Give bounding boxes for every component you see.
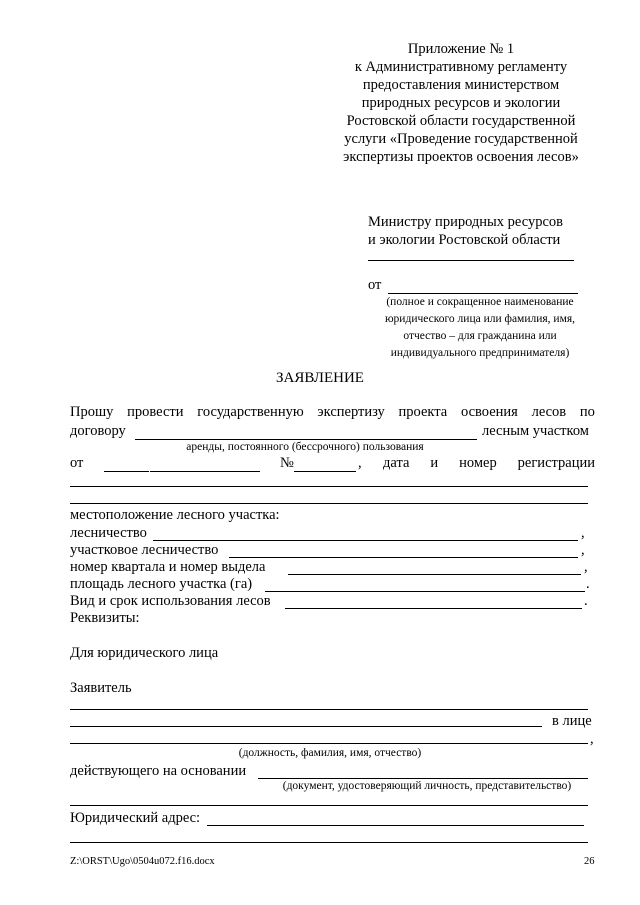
contract-tail: лесным участком [482, 423, 589, 439]
district-forestry-line[interactable] [229, 557, 578, 558]
from-label: от [368, 277, 382, 293]
acting-on-label: действующего на основании [70, 763, 247, 779]
district-forestry-label: участковое лесничество [70, 542, 219, 558]
legal-address-label: Юридический адрес: [70, 810, 201, 826]
number-comma: , [358, 455, 362, 471]
appendix-line: к Административному регламенту [354, 59, 568, 75]
represented-by-label: в лице [552, 713, 592, 729]
forestry-comma: , [581, 525, 585, 541]
quarter-comma: , [584, 559, 588, 575]
number-line[interactable] [294, 471, 356, 472]
reg-word: дата [383, 455, 410, 471]
registration-line-1[interactable] [70, 486, 588, 487]
quarter-line[interactable] [288, 574, 581, 575]
blank-line[interactable] [70, 805, 588, 806]
appendix-line: природных ресурсов и экологии [361, 95, 561, 111]
usage-period: . [584, 593, 588, 609]
applicant-line-1[interactable] [70, 709, 588, 710]
forestry-label: лесничество [70, 525, 147, 541]
addressee-line2: и экологии Ростовской области [368, 232, 561, 248]
appendix-line: предоставления министерством [362, 77, 560, 93]
area-line[interactable] [265, 591, 585, 592]
document-title: ЗАЯВЛЕНИЕ [276, 370, 364, 386]
usage-label: Вид и срок использования лесов [70, 593, 271, 609]
legal-address-line-2[interactable] [70, 842, 588, 843]
position-hint: (должность, фамилия, имя, отчество) [238, 747, 422, 759]
reg-word: и [430, 455, 439, 471]
addressee-blank-line[interactable] [368, 260, 574, 261]
location-heading: местоположение лесного участка: [70, 507, 280, 523]
representative-line[interactable] [70, 743, 588, 744]
request-word: лесов [531, 404, 567, 420]
appendix-line: экспертизы проектов освоения лесов» [343, 149, 579, 165]
area-label: площадь лесного участка (га) [70, 576, 253, 592]
reg-word: номер [459, 455, 497, 471]
request-word: Прошу [70, 404, 114, 420]
contract-label: договору [70, 423, 126, 439]
registration-words [383, 455, 595, 472]
hint-line: индивидуального предпринимателя) [390, 347, 570, 359]
number-label: № [280, 455, 294, 471]
hint-line: юридического лица или фамилия, имя, [384, 313, 576, 325]
area-period: . [586, 576, 590, 592]
applicant-label: Заявитель [70, 680, 132, 696]
representative-comma: , [590, 731, 594, 747]
usage-line[interactable] [285, 608, 582, 609]
applicant-hint [360, 294, 600, 362]
reg-word: регистрации [517, 455, 595, 471]
request-word: провести [127, 404, 184, 420]
legal-entity-label: Для юридического лица [70, 645, 219, 661]
legal-address-line[interactable] [207, 825, 584, 826]
applicant-line-2[interactable] [70, 726, 542, 727]
request-word: проекта [398, 404, 448, 420]
page-number: 26 [584, 856, 595, 867]
appendix-line: услуги «Проведение государственной [344, 131, 578, 147]
district-forestry-comma: , [581, 542, 585, 558]
request-word: освоения [460, 404, 518, 420]
hint-line: отчество – для гражданина или [403, 330, 557, 342]
appendix-line: Ростовской области государственной [346, 113, 576, 129]
appendix-line: Приложение № 1 [407, 41, 515, 57]
quarter-label: номер квартала и номер выдела [70, 559, 266, 575]
request-word: по [579, 404, 595, 420]
footer-path: Z:\ORST\Ugo\0504u072.f16.docx [70, 856, 215, 867]
request-word: государственную [197, 404, 304, 420]
hint-line: (полное и сокращенное наименование [386, 296, 574, 308]
request-line [70, 404, 595, 421]
contract-hint: аренды, постоянного (бессрочного) пользования [186, 441, 424, 453]
appendix-header [330, 40, 592, 166]
date-line[interactable] [150, 471, 260, 472]
requisites-label: Реквизиты: [70, 610, 140, 626]
registration-line-2[interactable] [70, 503, 588, 504]
addressee-line1: Министру природных ресурсов [368, 214, 563, 230]
document-hint: (документ, удостоверяющий личность, представительство) [282, 780, 572, 792]
request-word: экспертизу [317, 404, 385, 420]
forestry-line[interactable] [153, 540, 578, 541]
date-from-label: от [70, 455, 84, 471]
date-day-line[interactable] [104, 471, 149, 472]
